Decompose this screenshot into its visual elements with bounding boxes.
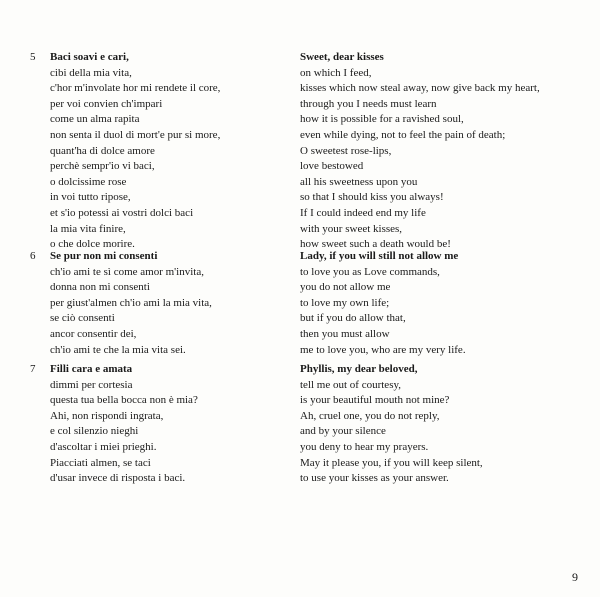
verse-line: d'usar invece di risposta i baci. <box>50 472 186 485</box>
verse-line: and by your silence <box>300 425 386 438</box>
verse-line: come un alma rapita <box>50 113 140 126</box>
verse-line: to love my own life; <box>300 296 390 309</box>
verse-line: non senta il duol di mort'e pur si more, <box>50 128 221 141</box>
verse-line: then you must allow <box>300 327 390 340</box>
italian-stanza <box>50 362 198 487</box>
verse-line: o che dolce morire. <box>50 238 135 251</box>
stanza-title: Lady, if you will still not allow me <box>300 250 459 262</box>
verse-line: Piacciati almen, se taci <box>50 456 151 469</box>
verse-line: O sweetest rose-lips, <box>300 144 392 157</box>
verse-line: me to love you, who are my very life. <box>300 343 466 356</box>
italian-stanza <box>50 249 212 358</box>
verse-line: ch'io ami te che la mia vita sei. <box>50 343 186 356</box>
poem-number: 6 <box>30 250 36 262</box>
page-number: 9 <box>572 570 578 584</box>
stanza-title: Sweet, dear kisses <box>300 51 384 63</box>
verse-line: how it is possible for a ravished soul, <box>300 113 464 126</box>
verse-line: dimmi per cortesia <box>50 378 133 391</box>
verse-line: e col silenzio nieghi <box>50 425 139 438</box>
verse-line: c'hor m'involate hor mi rendete il core, <box>50 82 221 95</box>
poem-number: 5 <box>30 51 36 63</box>
stanza-title: Se pur non mi consenti <box>50 250 158 262</box>
english-stanza <box>300 50 540 253</box>
verse-line: quant'ha di dolce amore <box>50 144 155 157</box>
verse-line: d'ascoltar i miei prieghi. <box>50 440 157 453</box>
verse-line: through you I needs must learn <box>300 97 437 110</box>
verse-line: but if you do allow that, <box>300 312 406 325</box>
english-stanza <box>300 362 483 487</box>
italian-stanza <box>50 50 220 253</box>
stanza-title: Filli cara e amata <box>50 363 133 375</box>
verse-line: Ah, cruel one, you do not reply, <box>300 409 440 422</box>
verse-line: If I could indeed end my life <box>300 206 426 219</box>
verse-line: tell me out of courtesy, <box>300 378 402 391</box>
verse-line: so that I should kiss you always! <box>300 191 444 204</box>
verse-line: donna non mi consenti <box>50 281 150 294</box>
stanza-title: Phyllis, my dear beloved, <box>300 363 418 375</box>
verse-line: se ciò consenti <box>50 312 115 325</box>
verse-line: ancor consentir dei, <box>50 327 137 340</box>
verse-line: per voi convien ch'impari <box>50 97 163 110</box>
verse-line: et s'io potessi ai vostri dolci baci <box>50 206 194 219</box>
verse-line: cibi della mia vita, <box>50 66 132 79</box>
verse-line: you deny to hear my prayers. <box>300 440 429 453</box>
english-stanza <box>300 249 466 358</box>
verse-line: kisses which now steal away, now give back my heart, <box>300 82 540 95</box>
verse-line: to use your kisses as your answer. <box>300 472 449 485</box>
verse-line: you do not allow me <box>300 281 391 294</box>
verse-line: love bestowed <box>300 160 364 173</box>
verse-line: how sweet such a death would be! <box>300 238 451 251</box>
stanza-title: Baci soavi e cari, <box>50 51 129 63</box>
verse-line: perchè sempr'io vi baci, <box>50 160 155 173</box>
verse-line: in voi tutto ripose, <box>50 191 131 204</box>
verse-line: ch'io ami te sì come amor m'invita, <box>50 265 204 278</box>
poem-number: 7 <box>30 363 36 375</box>
verse-line: Ahi, non rispondi ingrata, <box>50 409 164 422</box>
verse-line: is your beautiful mouth not mine? <box>300 394 450 407</box>
verse-line: with your sweet kisses, <box>300 222 403 235</box>
verse-line: to love you as Love commands, <box>300 265 440 278</box>
verse-line: on which I feed, <box>300 66 372 79</box>
verse-line: all his sweetness upon you <box>300 175 418 188</box>
verse-line: May it please you, if you will keep silent, <box>300 456 483 469</box>
verse-line: la mia vita finire, <box>50 222 126 235</box>
verse-line: o dolcissime rose <box>50 175 127 188</box>
verse-line: questa tua bella bocca non è mia? <box>50 394 198 407</box>
verse-line: even while dying, not to feel the pain of death; <box>300 128 506 141</box>
verse-line: per giust'almen ch'io ami la mia vita, <box>50 296 212 309</box>
